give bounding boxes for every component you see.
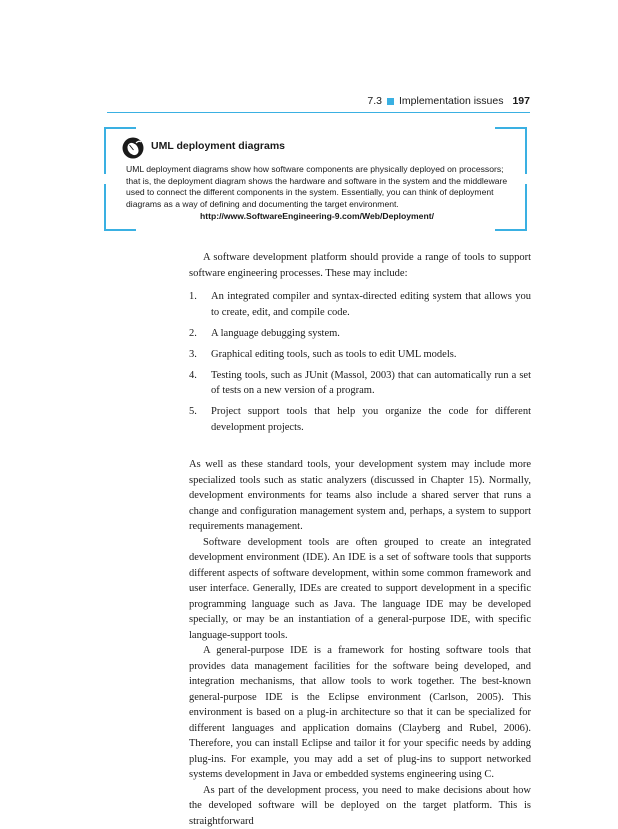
- list-number: 2.: [189, 326, 197, 342]
- paragraph: Software development tools are often grouped to create an integrated development environment (IDE). An IDE is a set of software tools that supports different aspects of software development, within some common framework and user interface. Generally, IDEs are created to support development in a specific programming language such as Java. The language IDE may be developed specially, or may be an instantiation of a general-purpose IDE, with specific language-support tools.: [189, 535, 531, 644]
- list-text: A language debugging system.: [211, 328, 340, 339]
- list-item: [189, 347, 531, 363]
- list-item: [189, 404, 531, 435]
- sidebar-title: UML deployment diagrams: [151, 140, 285, 152]
- tools-list: [189, 289, 531, 441]
- sidebar-url-link[interactable]: http://www.SoftwareEngineering-9.com/Web/Deployment/: [200, 211, 434, 221]
- body-text: [189, 457, 531, 829]
- sidebar-box: [104, 127, 527, 231]
- list-text: Project support tools that help you organize the code for different development projects.: [211, 406, 531, 433]
- list-number: 3.: [189, 347, 197, 363]
- mouse-icon: [122, 137, 144, 159]
- list-text: Testing tools, such as JUnit (Massol, 2003) that can automatically run a set of tests on a new version of a program.: [211, 370, 531, 397]
- running-header: [360, 93, 530, 109]
- page-number: 197: [512, 95, 530, 107]
- list-number: 4.: [189, 368, 197, 384]
- header-square-icon: [387, 98, 394, 105]
- list-text: Graphical editing tools, such as tools to edit UML models.: [211, 349, 456, 360]
- list-number: 1.: [189, 289, 197, 305]
- paragraph: As part of the development process, you need to make decisions about how the developed software will be deployed on the target platform. This is straightforward: [189, 783, 531, 829]
- list-item: [189, 368, 531, 399]
- list-number: 5.: [189, 404, 197, 420]
- intro-paragraph: A software development platform should provide a range of tools to support software engineering processes. These may include:: [189, 250, 531, 281]
- paragraph: As well as these standard tools, your development system may include more specialized tools such as static analyzers (discussed in Chapter 15). Normally, development environments for teams also include a shared server that runs a change and configuration management system and, perhaps, a system to support requirements management.: [189, 457, 531, 535]
- list-item: [189, 289, 531, 320]
- section-number: 7.3: [367, 95, 382, 107]
- header-rule: [107, 112, 530, 113]
- section-title: Implementation issues: [399, 95, 503, 107]
- list-item: [189, 326, 531, 342]
- sidebar-body: UML deployment diagrams show how software components are physically deployed on processors; that is, the deployment diagram shows the hardware and software in the system and the middleware used to connect the different components in the system. Essentially, you can think of deployment diagrams as a way of defining and documenting the target environment.: [126, 164, 516, 210]
- paragraph: A general-purpose IDE is a framework for hosting software tools that provides data management facilities for the software being developed, and integration mechanisms, that allow tools to work together. The best-known general-purpose IDE is the Eclipse environment (Carlson, 2005). This environment is based on a plug-in architecture so that it can be specialized for different languages and application domains (Clayberg and Rubel, 2006). Therefore, you can install Eclipse and tailor it for your specific needs by adding plug-ins. For example, you may add a set of plug-ins to support networked systems development in Java or embedded systems engineering using C.: [189, 643, 531, 783]
- list-text: An integrated compiler and syntax-directed editing system that allows you to create, edit, and compile code.: [211, 291, 531, 318]
